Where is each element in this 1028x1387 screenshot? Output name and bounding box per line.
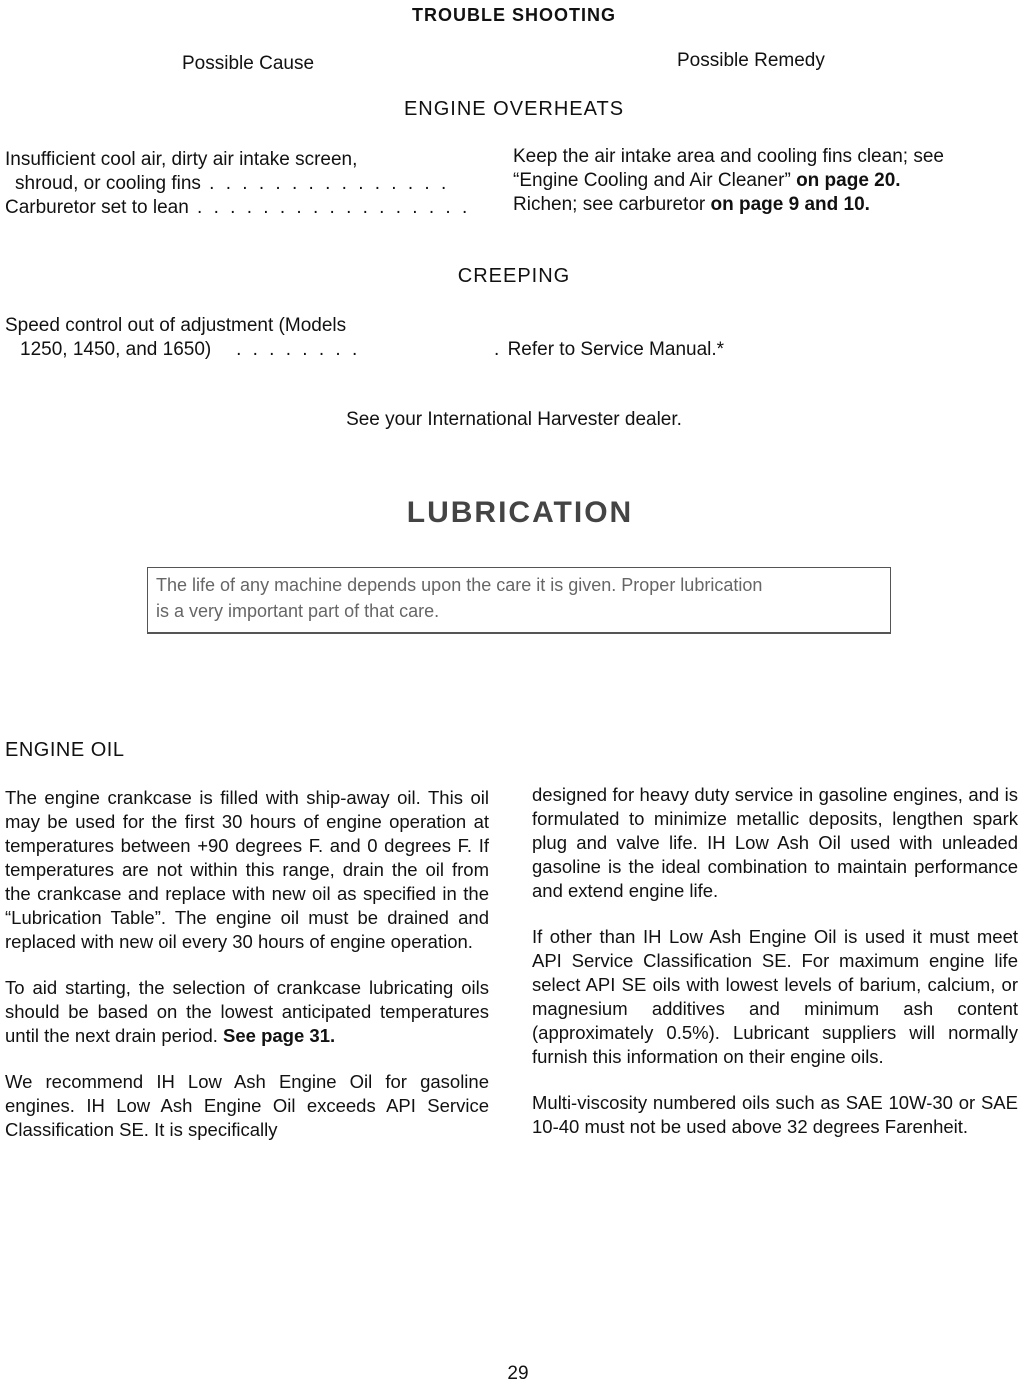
lubrication-title: LUBRICATION	[406, 496, 634, 529]
remedy-text: Richen; see carburetor	[513, 194, 706, 215]
engine-oil-left-column	[5, 786, 489, 1164]
cause-line: Insufficient cool air, dirty air intake screen,	[5, 149, 358, 170]
creeping-heading: CREEPING	[457, 265, 571, 287]
paragraph: designed for heavy duty service in gasoline engines, and is formulated to minimize metallic deposits, lengthen spark plug and valve life. IH Low Ash Oil used with unleaded gasoline is the ideal combination to maintain performance and extend engine life.	[532, 784, 1018, 901]
cause-line	[5, 172, 449, 196]
engine-overheats-heading: ENGINE OVERHEATS	[403, 98, 625, 120]
engine-oil-heading: ENGINE OIL	[5, 739, 125, 761]
dot-leader: .	[494, 339, 503, 360]
cause-text: shroud, or cooling fins	[15, 173, 201, 194]
note-line: is a very important part of that care.	[156, 601, 440, 621]
engine-oil-right-column	[532, 783, 1018, 1161]
remedy-line: Keep the air intake area and cooling fins clean; see	[513, 146, 944, 167]
dot-leader: . . . . . . . . . . . . . . . . .	[188, 197, 471, 218]
overheats-cause-2	[5, 196, 470, 220]
overheats-remedy-1	[513, 145, 944, 193]
overheats-remedy-2	[513, 193, 870, 217]
remedy-column-header: Possible Remedy	[677, 50, 825, 71]
paragraph	[5, 976, 489, 1048]
paragraph: If other than IH Low Ash Engine Oil is used it must meet API Service Classification SE. For maximum engine life select API SE oils with lowest levels of barium, calcium, or magnesium additives and minimum ash content (approximately 0.5%). Lubricant suppliers will normally furnish this information on their engine oils.	[532, 926, 1018, 1067]
page-reference: on page 20.	[796, 170, 901, 191]
paragraph: Multi-viscosity numbered oils such as SAE 10W-30 or SAE 10-40 must not be used above 32 degrees Farenheit.	[532, 1092, 1018, 1137]
cause-text: 1250, 1450, and 1650)	[20, 339, 212, 360]
paragraph-text: To aid starting, the selection of crankcase lubricating oils should be based on the lowest anticipated temperatures until the next drain period.	[5, 977, 489, 1046]
paragraph: We recommend IH Low Ash Engine Oil for gasoline engines. IH Low Ash Engine Oil exceeds API Service Classification SE. It is specifically	[5, 1071, 489, 1140]
cause-line	[5, 338, 360, 362]
dot-leader: . . . . . . . .	[211, 339, 361, 360]
dealer-footnote: See your International Harvester dealer.	[346, 409, 682, 430]
remedy-text: “Engine Cooling and Air Cleaner”	[513, 170, 791, 191]
note-line: The life of any machine depends upon the care it is given. Proper lubrication	[156, 575, 763, 595]
remedy-line	[513, 169, 944, 193]
remedy-text: Refer to Service Manual.*	[507, 339, 725, 360]
page-reference: See page 31.	[223, 1025, 336, 1046]
lubrication-note-box	[147, 567, 891, 634]
cause-column-header: Possible Cause	[182, 53, 315, 74]
dot-leader: . . . . . . . . . . . . . . .	[200, 173, 450, 194]
creeping-cause	[5, 314, 360, 362]
creeping-remedy	[494, 338, 724, 362]
paragraph: The engine crankcase is filled with ship-away oil. This oil may be used for the first 30 hours of engine operation at temperatures between +90 degrees F. and 0 degrees F. If temperatures are not within this range, drain the oil from the crankcase and replace with new oil as specified in the “Lubrication Table”. The engine oil must be drained and replaced with new oil every 30 hours of engine operation.	[5, 787, 489, 952]
page-number: 29	[507, 1363, 529, 1384]
overheats-cause-1	[5, 148, 449, 196]
page-title: TROUBLE SHOOTING	[412, 5, 616, 25]
cause-text: Carburetor set to lean	[5, 197, 189, 218]
cause-line: Speed control out of adjustment (Models	[5, 315, 347, 336]
page-reference: on page 9 and 10.	[710, 194, 870, 215]
